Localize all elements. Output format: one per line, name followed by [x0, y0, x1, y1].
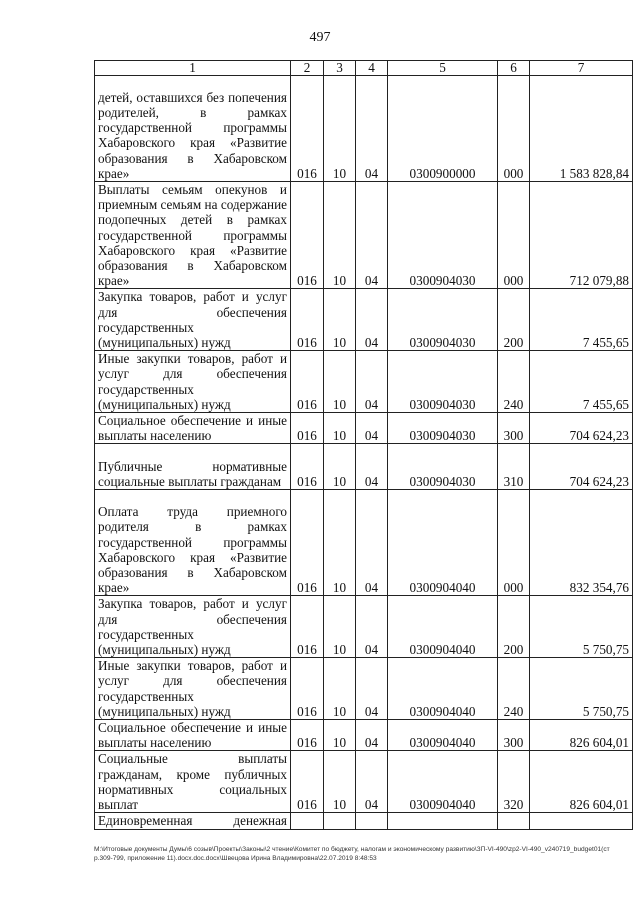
- budget-table: [94, 60, 633, 830]
- column-header: 1: [95, 61, 291, 76]
- row-description: Оплата труда приемного родителя в рамках государственной программы Хабаровского края «Развитие образования в Хабаровском крае»: [95, 490, 291, 596]
- table-row: [95, 289, 633, 351]
- row-amount: 832 354,76: [530, 490, 633, 596]
- row-ministry-code: 016: [291, 444, 324, 490]
- row-amount: 704 624,23: [530, 413, 633, 444]
- row-ministry-code: 016: [291, 182, 324, 289]
- row-section-code: 10: [324, 658, 356, 720]
- table-row: [95, 76, 633, 182]
- table-row: [95, 751, 633, 813]
- row-expense-type-code: 240: [498, 351, 530, 413]
- row-subsection-code: 04: [356, 596, 388, 658]
- row-section-code: 10: [324, 413, 356, 444]
- row-expense-type-code: 240: [498, 658, 530, 720]
- row-section-code: 10: [324, 490, 356, 596]
- row-subsection-code: 04: [356, 658, 388, 720]
- row-subsection-code: 04: [356, 751, 388, 813]
- row-description: Иные закупки товаров, работ и услуг для обеспечения государственных (муниципальных) нужд: [95, 658, 291, 720]
- row-ministry-code: 016: [291, 289, 324, 351]
- row-subsection-code: 04: [356, 720, 388, 751]
- row-ministry-code: 016: [291, 76, 324, 182]
- row-description: Единовременная денежная: [95, 813, 291, 829]
- row-amount: 826 604,01: [530, 751, 633, 813]
- table-header-row: [95, 61, 633, 76]
- row-amount: 7 455,65: [530, 351, 633, 413]
- table-row: [95, 813, 633, 829]
- row-ministry-code: 016: [291, 490, 324, 596]
- row-target-code: 0300904040: [388, 658, 498, 720]
- row-expense-type-code: 200: [498, 289, 530, 351]
- row-target-code: 0300904030: [388, 351, 498, 413]
- column-header: 3: [324, 61, 356, 76]
- table-row: [95, 444, 633, 490]
- row-amount: 826 604,01: [530, 720, 633, 751]
- row-target-code: 0300904040: [388, 751, 498, 813]
- row-description: Закупка товаров, работ и услуг для обеспечения государственных (муниципальных) нужд: [95, 596, 291, 658]
- row-expense-type-code: 000: [498, 76, 530, 182]
- row-description: Социальное обеспечение и иные выплаты населению: [95, 413, 291, 444]
- row-target-code: 0300904040: [388, 596, 498, 658]
- row-target-code: 0300904030: [388, 289, 498, 351]
- row-expense-type-code: 320: [498, 751, 530, 813]
- row-section-code: 10: [324, 751, 356, 813]
- row-section-code: 10: [324, 182, 356, 289]
- row-subsection-code: 04: [356, 413, 388, 444]
- row-section-code: 10: [324, 289, 356, 351]
- row-description: Закупка товаров, работ и услуг для обеспечения государственных (муниципальных) нужд: [95, 289, 291, 351]
- row-subsection-code: 04: [356, 351, 388, 413]
- column-header: 6: [498, 61, 530, 76]
- row-target-code: 0300904040: [388, 490, 498, 596]
- row-description: Социальные выплаты гражданам, кроме публичных нормативных социальных выплат: [95, 751, 291, 813]
- row-section-code: 10: [324, 76, 356, 182]
- row-amount: 1 583 828,84: [530, 76, 633, 182]
- column-header: 7: [530, 61, 633, 76]
- row-amount: 7 455,65: [530, 289, 633, 351]
- table-row: [95, 351, 633, 413]
- row-ministry-code: 016: [291, 658, 324, 720]
- row-description: Социальное обеспечение и иные выплаты населению: [95, 720, 291, 751]
- row-target-code: 0300904040: [388, 720, 498, 751]
- row-amount: 712 079,88: [530, 182, 633, 289]
- row-amount: 704 624,23: [530, 444, 633, 490]
- row-amount: 5 750,75: [530, 658, 633, 720]
- table-row: [95, 490, 633, 596]
- row-ministry-code: [291, 813, 324, 829]
- column-header: 2: [291, 61, 324, 76]
- row-target-code: 0300904030: [388, 182, 498, 289]
- row-description: Выплаты семьям опекунов и приемным семьям на содержание подопечных детей в рамках государственной программы Хабаровского края «Развитие образования в Хабаровском крае»: [95, 182, 291, 289]
- row-section-code: 10: [324, 596, 356, 658]
- row-expense-type-code: 000: [498, 490, 530, 596]
- table-row: [95, 720, 633, 751]
- row-expense-type-code: 000: [498, 182, 530, 289]
- table-row: [95, 596, 633, 658]
- row-section-code: [324, 813, 356, 829]
- row-ministry-code: 016: [291, 351, 324, 413]
- row-subsection-code: 04: [356, 490, 388, 596]
- row-ministry-code: 016: [291, 751, 324, 813]
- row-section-code: 10: [324, 351, 356, 413]
- row-amount: [530, 813, 633, 829]
- row-description: Иные закупки товаров, работ и услуг для обеспечения государственных (муниципальных) нужд: [95, 351, 291, 413]
- row-target-code: 0300904030: [388, 413, 498, 444]
- row-ministry-code: 016: [291, 720, 324, 751]
- row-subsection-code: [356, 813, 388, 829]
- row-expense-type-code: 300: [498, 720, 530, 751]
- row-target-code: 0300904030: [388, 444, 498, 490]
- document-footer-path: M:\Итоговые документы Думы\6 созыв\Проекты\Законы\2 чтение\Комитет по бюджету, налогам и экономическому развитию\ЗП-VI-490\zp2-VI-490_v240719_budget01(стр.309-799, приложение 11).docx.doc.docx\Швецова Ирина Владимировна\22.07.2019 8:48:53: [94, 846, 610, 862]
- row-subsection-code: 04: [356, 444, 388, 490]
- row-target-code: 0300900000: [388, 76, 498, 182]
- table-row: [95, 182, 633, 289]
- row-description: детей, оставшихся без попечения родителей, в рамках государственной программы Хабаровского края «Развитие образования в Хабаровском крае»: [95, 76, 291, 182]
- column-header: 4: [356, 61, 388, 76]
- table-row: [95, 413, 633, 444]
- row-expense-type-code: 310: [498, 444, 530, 490]
- row-section-code: 10: [324, 720, 356, 751]
- row-ministry-code: 016: [291, 596, 324, 658]
- row-amount: 5 750,75: [530, 596, 633, 658]
- row-section-code: 10: [324, 444, 356, 490]
- row-subsection-code: 04: [356, 289, 388, 351]
- row-subsection-code: 04: [356, 76, 388, 182]
- row-description: Публичные нормативные социальные выплаты гражданам: [95, 444, 291, 490]
- table-row: [95, 658, 633, 720]
- page-number: 497: [309, 30, 331, 45]
- row-expense-type-code: 200: [498, 596, 530, 658]
- column-header: 5: [388, 61, 498, 76]
- row-expense-type-code: [498, 813, 530, 829]
- row-target-code: [388, 813, 498, 829]
- row-ministry-code: 016: [291, 413, 324, 444]
- row-expense-type-code: 300: [498, 413, 530, 444]
- row-subsection-code: 04: [356, 182, 388, 289]
